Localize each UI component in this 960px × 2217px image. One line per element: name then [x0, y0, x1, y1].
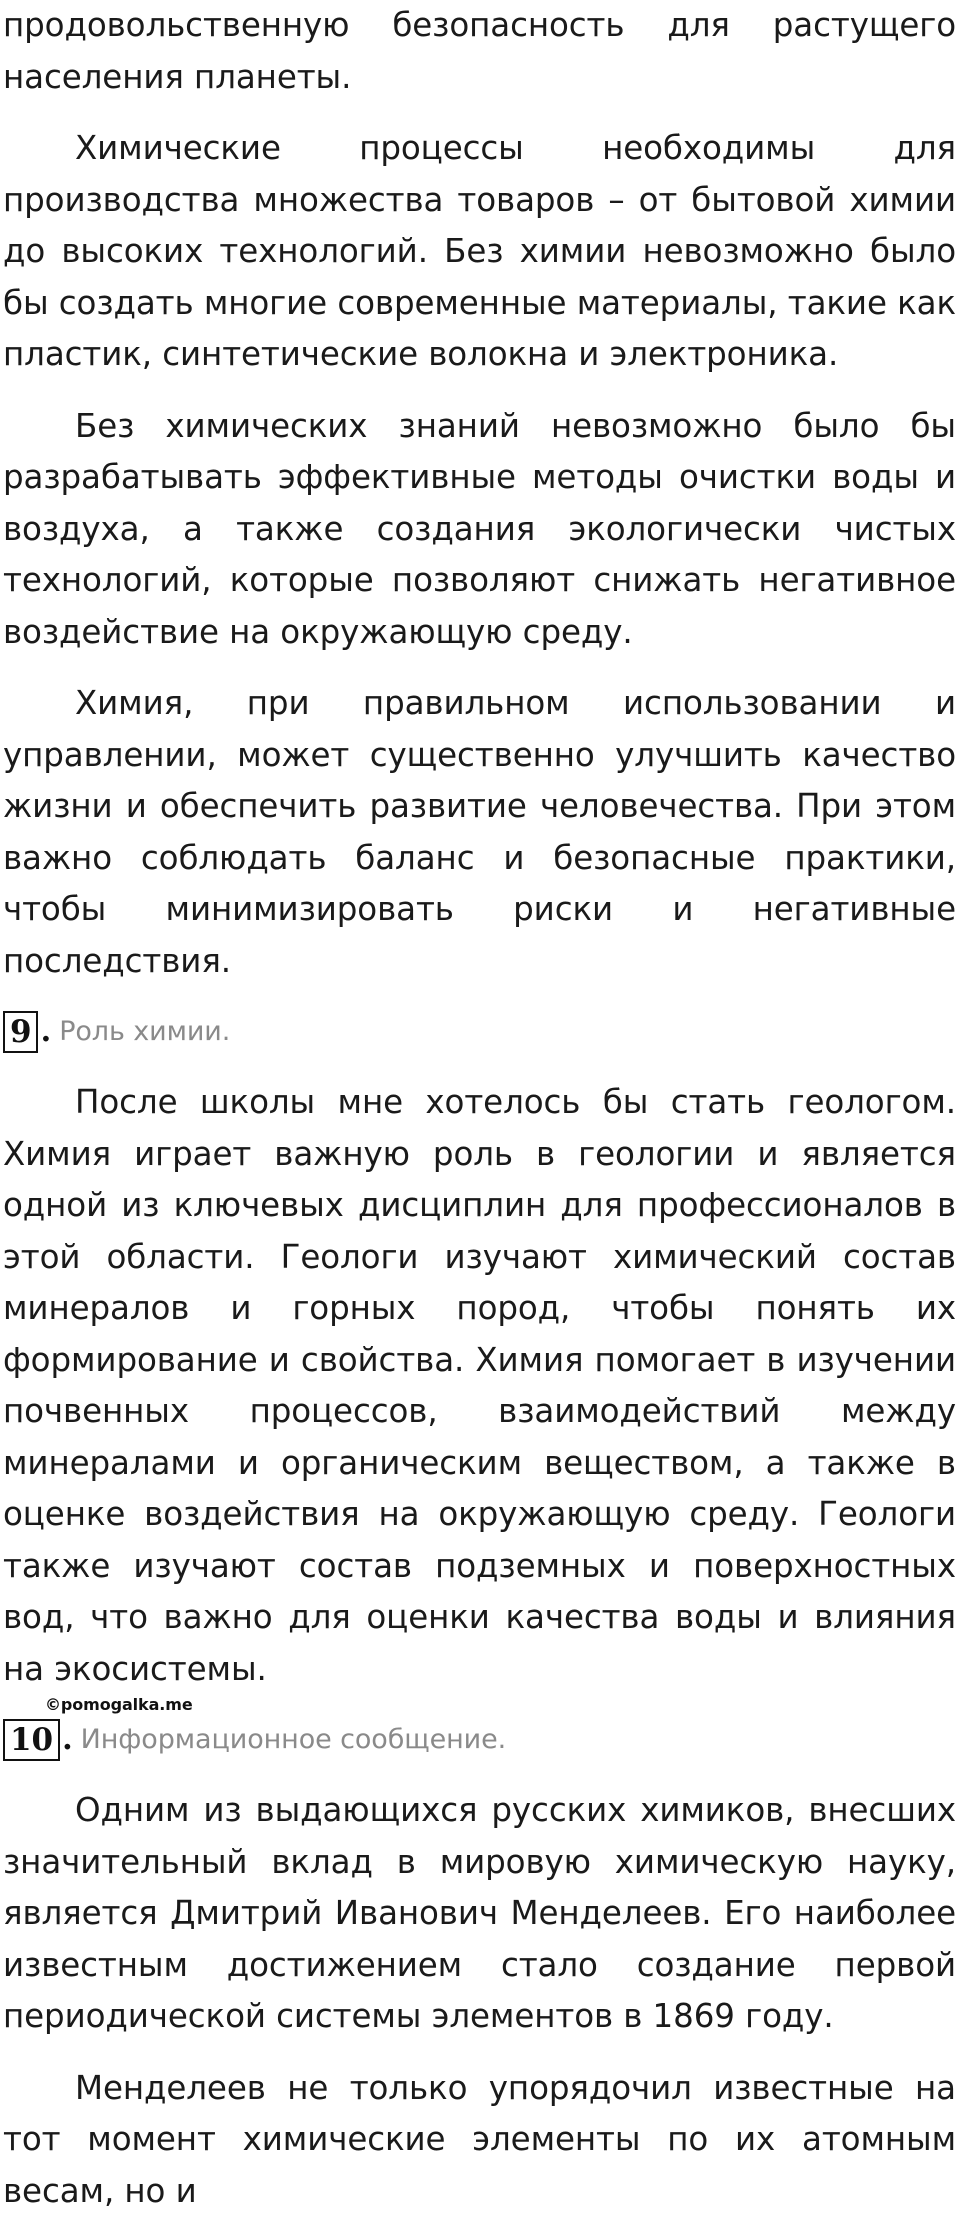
task-9-dot: .	[40, 1006, 51, 1058]
task-10-paragraph-mendeleev: Одним из выдающихся русских химиков, внесших значительный вклад в мировую химическую науку, является Дмитрий Иванович Менделеев. Его наиболее известным достижением стало создание первой периодической системы элементов в 1869 году.	[3, 1785, 956, 2043]
task-9-title: Роль химии.	[59, 1006, 230, 1058]
watermark: ©pomogalka.me	[45, 1695, 956, 1715]
task-9-header	[3, 1007, 956, 1057]
task-10-paragraph-continued: Менделеев не только упорядочил известные на тот момент химические элементы по их атомным весам, но и	[3, 2063, 956, 2217]
document-page	[3, 0, 956, 2217]
task-10-title: Информационное сообщение.	[81, 1714, 506, 1766]
paragraph-ecology: Без химических знаний невозможно было бы разрабатывать эффективные методы очистки воды и воздуха, а также создания экологически чистых технологий, которые позволяют снижать негативное воздействие на окружающую среду.	[3, 401, 956, 659]
paragraph-quality-of-life: Химия, при правильном использовании и управлении, может существенно улучшить качество жизни и обеспечить развитие человечества. При этом важно соблюдать баланс и безопасные практики, чтобы минимизировать риски и негативные последствия.	[3, 678, 956, 987]
task-10-dot: .	[62, 1714, 73, 1766]
task-9-number-box: 9	[3, 1011, 38, 1053]
paragraph-continuation: продовольственную безопасность для растущего населения планеты.	[3, 0, 956, 103]
paragraph-chemical-processes: Химические процессы необходимы для производства множества товаров – от бытовой химии до высоких технологий. Без химии невозможно было бы создать многие современные материалы, такие как пластик, синтетические волокна и электроника.	[3, 123, 956, 381]
task-10-number-box: 10	[3, 1719, 60, 1761]
task-9-answer: После школы мне хотелось бы стать геологом. Химия играет важную роль в геологии и является одной из ключевых дисциплин для профессионалов в этой области. Геологи изучают химический состав минералов и горных пород, чтобы понять их формирование и свойства. Химия помогает в изучении почвенных процессов, взаимодействий между минералами и органическим веществом, а также в оценке воздействия на окружающую среду. Геологи также изучают состав подземных и поверхностных вод, что важно для оценки качества воды и влияния на экосистемы.	[3, 1077, 956, 1695]
task-10-header	[3, 1715, 956, 1765]
